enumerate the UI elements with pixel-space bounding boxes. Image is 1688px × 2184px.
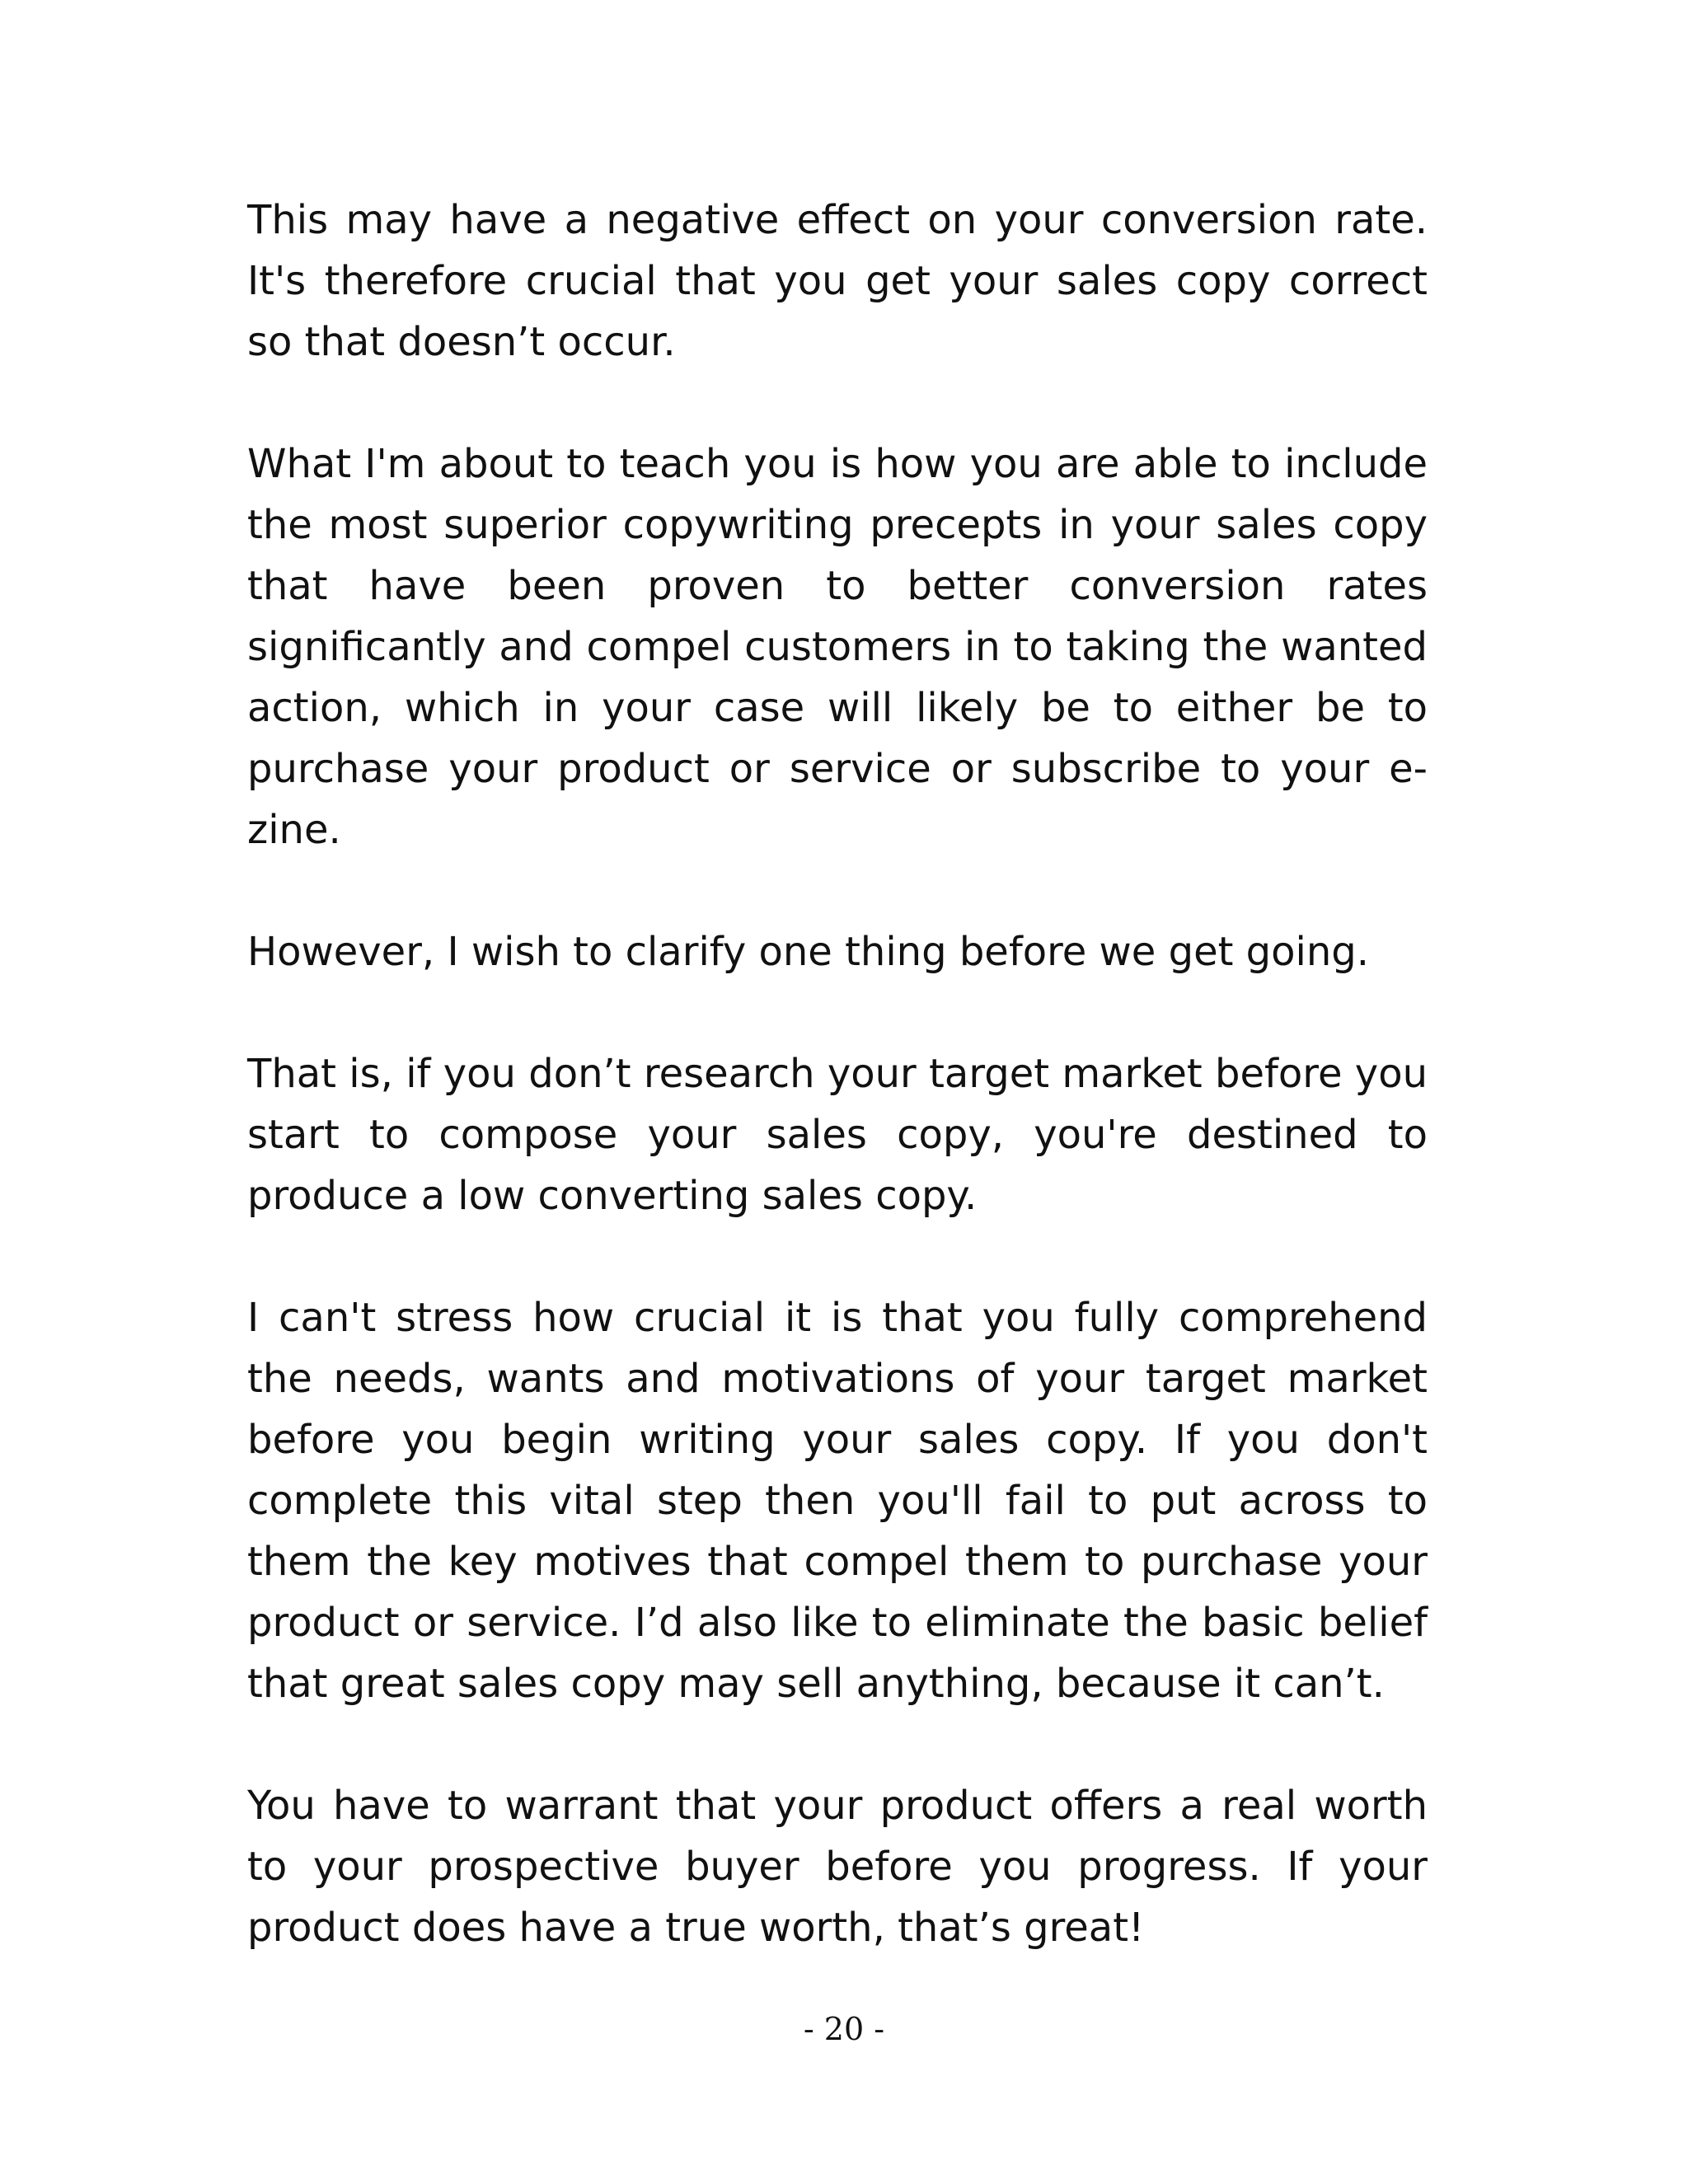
paragraph-1: This may have a negative effect on your conversion rate. It's therefore crucial that you get your sales copy correct so that doesn’t occur. (247, 197, 1428, 365)
paragraph-5: I can't stress how crucial it is that you fully comprehend the needs, wants and motivations of your target market before you begin writing your sales copy. If you don't complete this vital step then you'll fail to put across to them the key motives that compel them to purchase your product or service. I’d also like to eliminate the basic belief that great sales copy may sell anything, because it can’t. (247, 1295, 1428, 1707)
body-text (247, 190, 1428, 2019)
paragraph-2: What I'm about to teach you is how you are able to include the most superior copywriting precepts in your sales copy that have been proven to better conversion rates significantly and compel customers in to taking the wanted action, which in your case will likely be to either be to purchase your product or service or subscribe to your e-zine. (247, 441, 1428, 853)
paragraph-6: You have to warrant that your product offers a real worth to your prospective buyer before you progress. If your product does have a true worth, that’s great! (247, 1783, 1428, 1951)
page-number: - 20 - (803, 2011, 885, 2047)
paragraph-4: That is, if you don’t research your target market before you start to compose your sales copy, you're destined to produce a low converting sales copy. (247, 1051, 1428, 1219)
paragraph-3: However, I wish to clarify one thing before we get going. (247, 929, 1369, 975)
